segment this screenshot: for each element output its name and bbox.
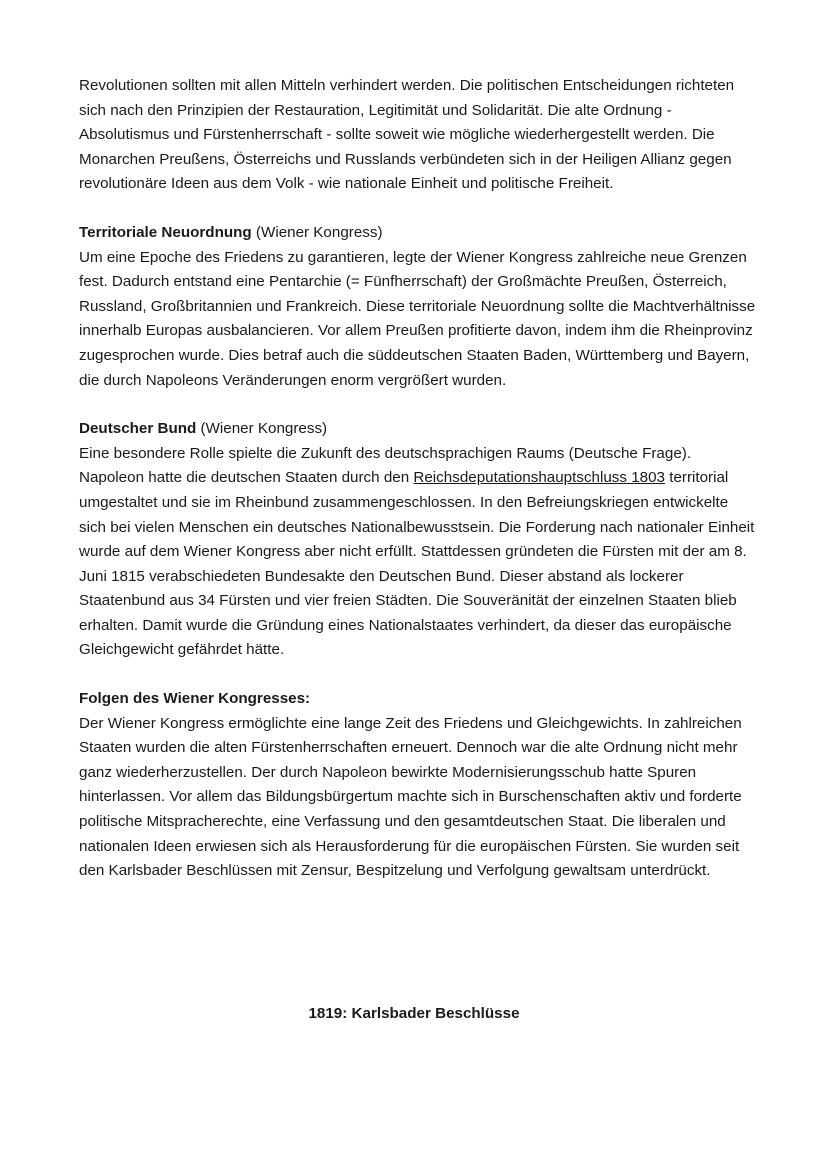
section-folgen (79, 687, 759, 884)
footer-title: 1819: Karlsbader Beschlüsse (308, 1005, 520, 1022)
section-paragraph-folgen: Der Wiener Kongress ermöglichte eine lange Zeit des Friedens und Gleichgewichts. In zahlreichen Staaten wurden die alten Fürstenherrschaften erneuert. Dennoch war die alte Ordnung nicht mehr ganz wiederherzustellen. Der durch Napoleon bewirkte Modernisierungsschub hatte Spuren hinterlassen. Vor allem das Bildungsbürgertum machte sich in Burschenschaften aktiv und forderte politische Mitspracherechte, eine Verfassung und den gesamtdeutschen Staat. Die liberalen und nationalen Ideen erwiesen sich als Herausforderung für die europäischen Fürsten. Sie wurden seit den Karlsbader Beschlüssen mit Zensur, Bespitzelung und Verfolgung gewaltsam unterdrückt. (79, 714, 742, 880)
section-paragraph-territorial: Um eine Epoche des Friedens zu garantieren, legte der Wiener Kongress zahlreiche neue Grenzen fest. Dadurch entstand eine Pentarchie (= Fünfherrschaft) der Großmächte Preußen, Österreich, Russland, Großbritannien und Frankreich. Diese territoriale Neuordnung sollte die Machtverhältnisse innerhalb Europas ausbalancieren. Vor allem Preußen profitierte davon, indem ihm die Rheinprovinz zugesprochen wurde. Dies betraf auch die süddeutschen Staaten Baden, Württemberg und Bayern, die durch Napoleons Veränderungen enorm vergrößert wurden. (79, 248, 756, 389)
paragraph-text-after-link: territorial umgestaltet und sie im Rheinbund zusammengeschlossen. In den Befreiungskriegen entwickelte sich bei vielen Menschen ein deutsches Nationalbewusstsein. Die Forderung nach nationaler Einheit wurde auf dem Wiener Kongress aber nicht erfüllt. Stattdessen gründeten die Fürsten mit der am 8. Juni 1815 verabschiedeten Bundesakte den Deutschen Bund. Dieser abstand als lockerer Staatenbund aus 34 Fürsten und vier freien Städten. Die Souveränität der einzelnen Staaten blieb erhalten. Damit wurde die Gründung eines Nationalstaates verhindert, da dieser das europäische Gleichgewicht gefährdet hätte. (79, 469, 755, 659)
section-heading-territorial (79, 221, 759, 246)
document-body (79, 74, 759, 884)
heading-suffix: (Wiener Kongress) (196, 420, 328, 438)
reichsdeputationshauptschluss-link[interactable]: Reichsdeputationshauptschluss 1803 (413, 469, 666, 487)
section-paragraph-bund (79, 442, 759, 663)
section-heading-bund (79, 417, 759, 442)
intro-paragraph: Revolutionen sollten mit allen Mitteln verhindert werden. Die politischen Entscheidungen richteten sich nach den Prinzipien der Restauration, Legitimität und Solidarität. Die alte Ordnung - Absolutismus und Fürstenherrschaft - sollte soweit wie mögliche wiederhergestellt werden. Die Monarchen Preußens, Österreichs und Russlands verbündeten sich in der Heiligen Allianz gegen revolutionäre Ideen aus dem Volk - wie nationale Einheit und politische Freiheit. (79, 77, 735, 193)
paragraph-text-before-link: Eine besondere Rolle spielte die Zukunft des deutschsprachigen Raums (Deutsche Frage). Napoleon hatte die deutschen Staaten durch den (79, 444, 692, 487)
section-bund (79, 417, 759, 663)
section-heading-folgen (79, 687, 759, 712)
section-territorial (79, 221, 759, 393)
heading-title: Folgen des Wiener Kongresses: (79, 690, 311, 708)
heading-title: Deutscher Bund (79, 420, 197, 438)
heading-suffix: (Wiener Kongress) (251, 223, 383, 241)
heading-title: Territoriale Neuordnung (79, 223, 252, 241)
